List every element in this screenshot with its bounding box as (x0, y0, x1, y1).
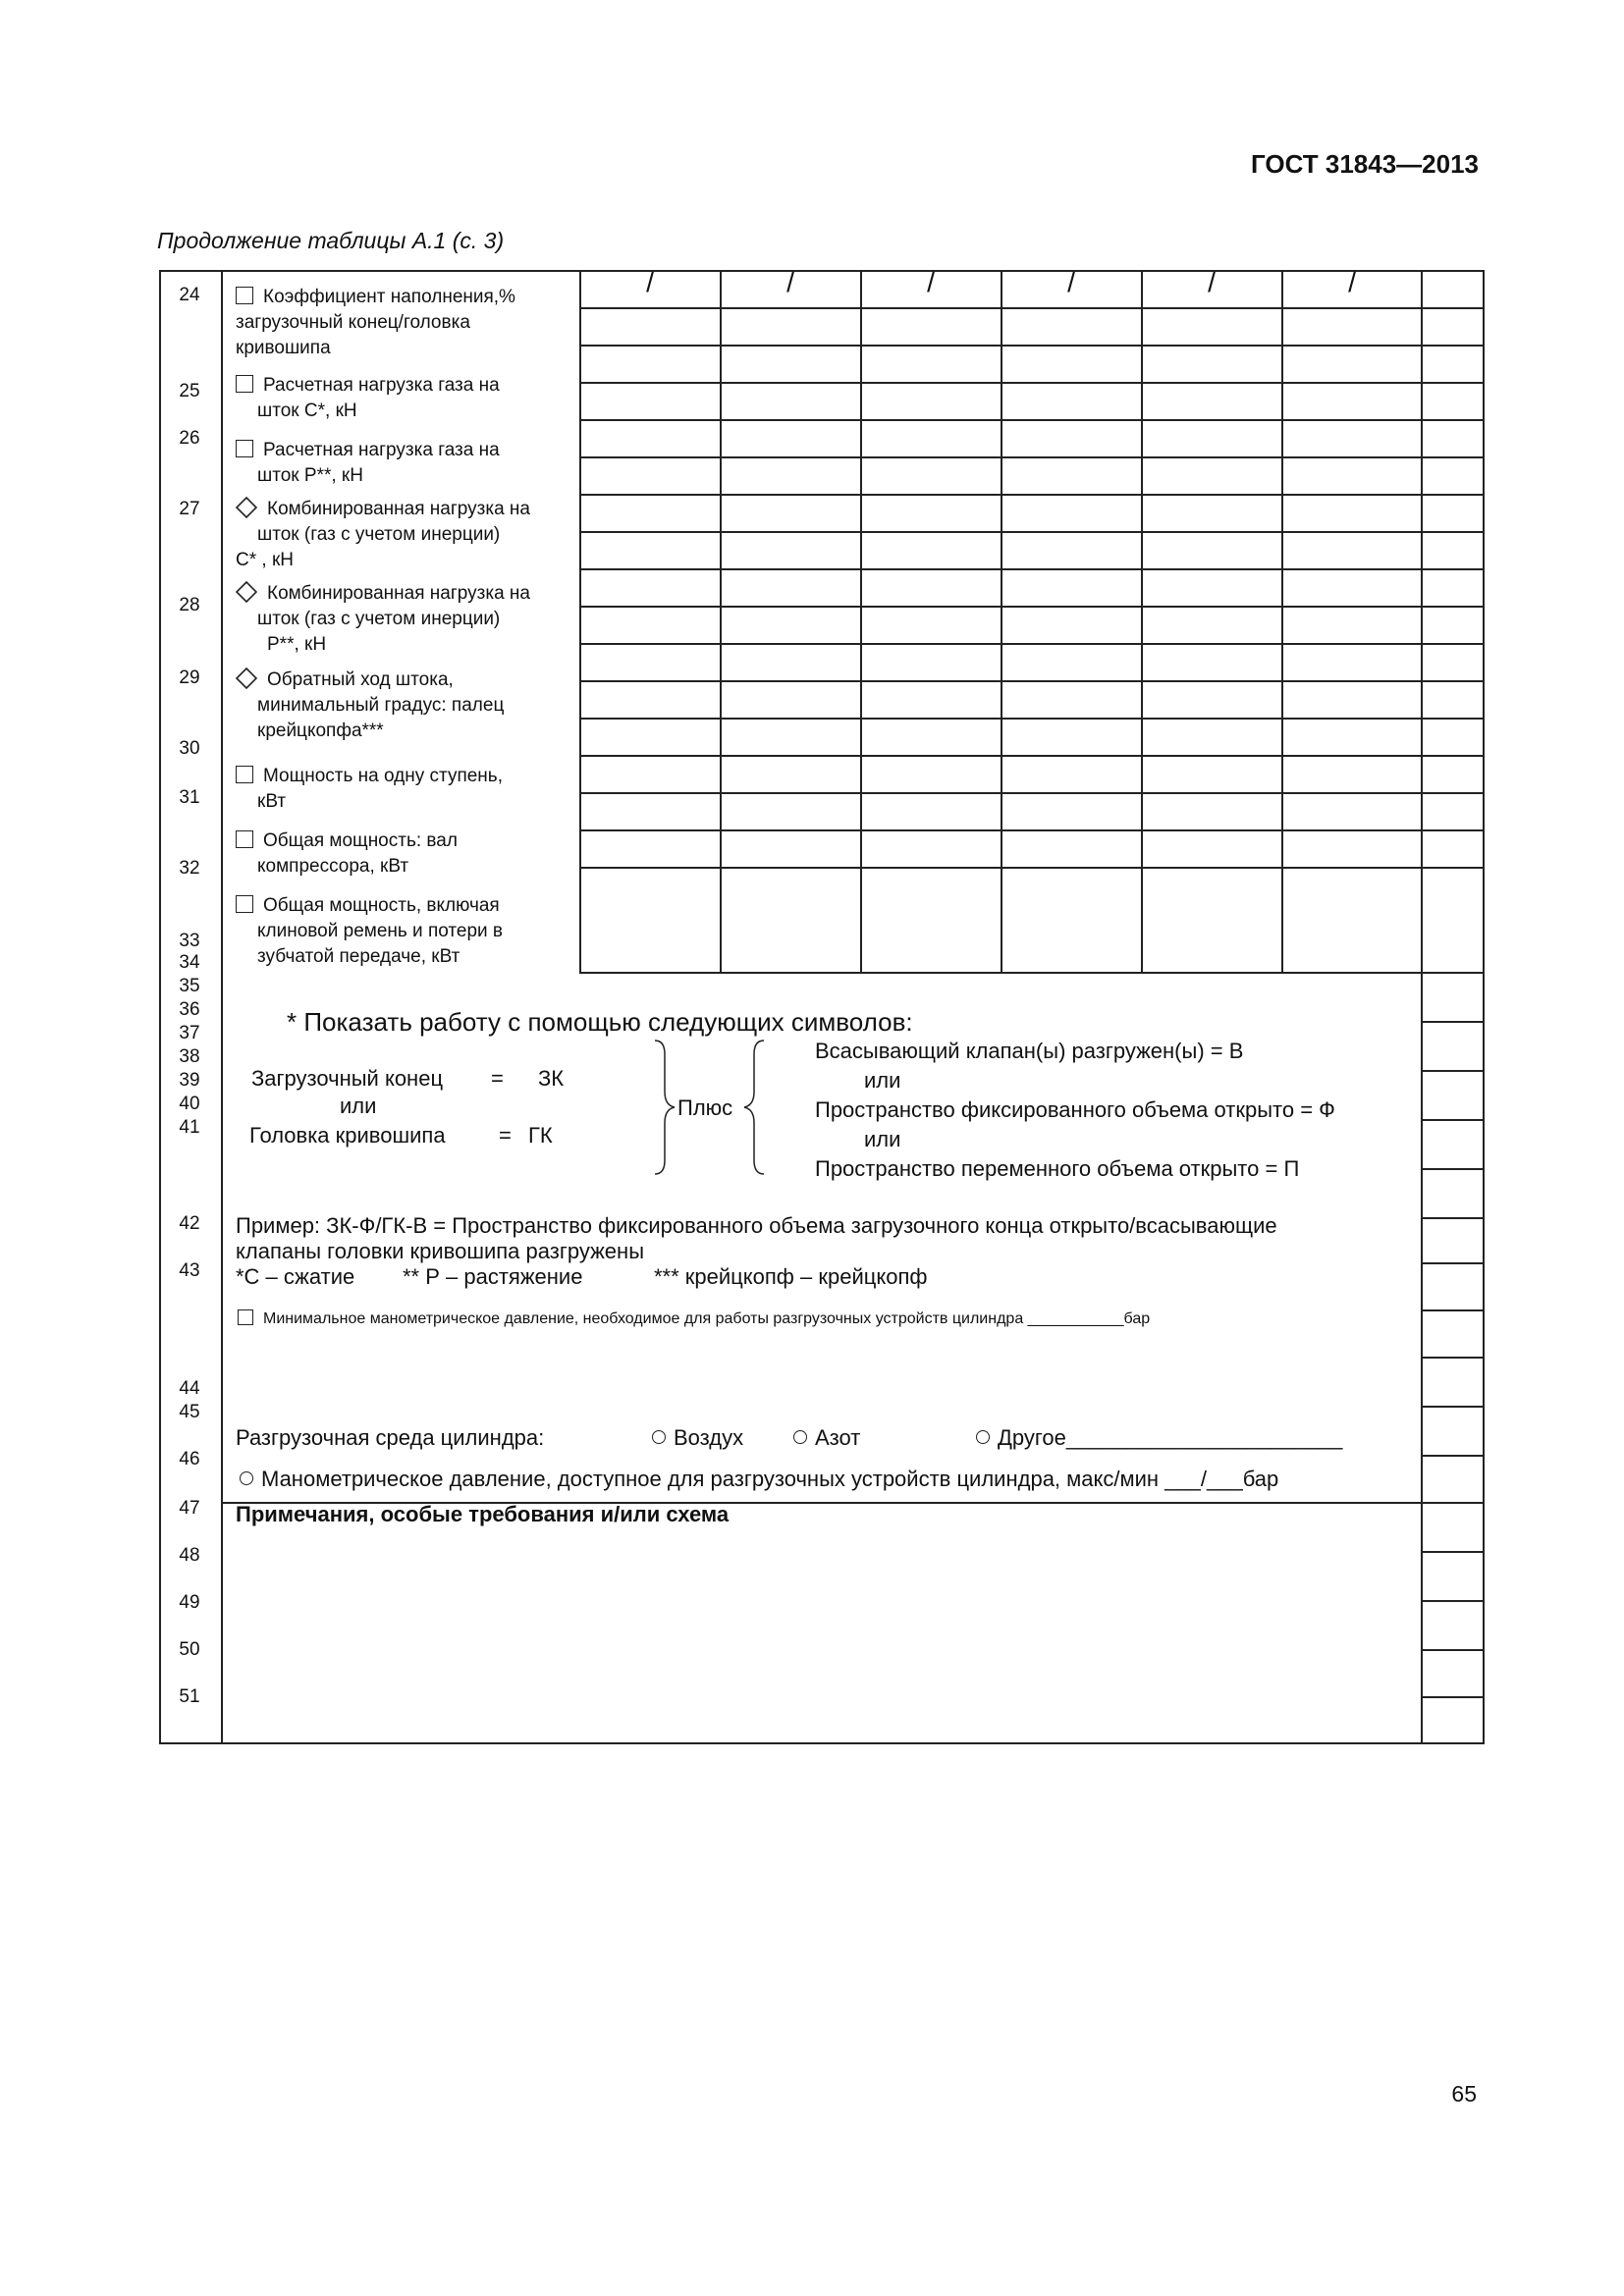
row-number: 34 (179, 952, 200, 973)
square-symbol-icon (236, 895, 253, 913)
square-symbol-icon (236, 440, 253, 457)
row-number: 36 (179, 999, 200, 1020)
row-number: 30 (179, 738, 200, 759)
square-symbol-icon (238, 1309, 253, 1325)
option-nitrogen[interactable]: Азот (793, 1425, 860, 1451)
row-label-stage-power: Мощность на одну ступень, кВт (236, 764, 503, 815)
note-tension: ** Р – растяжение (403, 1264, 583, 1289)
row-number: 48 (179, 1545, 200, 1566)
page-number: 65 (1451, 2081, 1477, 2107)
row-label-reverse-stroke: Обратный ход штока, минимальный градус: палец крейцкопфа*** (236, 667, 504, 744)
notes-heading: Примечания, особые требования и/или схема (236, 1502, 730, 1526)
column-slash: / (1348, 267, 1356, 297)
radio-icon (793, 1430, 807, 1444)
symbol-equals: = (491, 1066, 504, 1091)
example-line: клапаны головки кривошипа разгружены (236, 1239, 645, 1263)
row-number: 46 (179, 1449, 200, 1469)
symbol-loading-end: Загрузочный конец (251, 1066, 444, 1091)
row-number: 40 (179, 1094, 200, 1114)
row-number: 25 (179, 381, 200, 401)
row-number: 38 (179, 1046, 200, 1067)
row-number: 28 (179, 595, 200, 615)
row-number: 51 (179, 1686, 200, 1707)
column-slash: / (927, 267, 935, 297)
symbol-crank-head: Головка кривошипа (249, 1123, 446, 1148)
row-number: 37 (179, 1023, 200, 1043)
row-number: 42 (179, 1213, 200, 1234)
radio-icon (240, 1471, 253, 1485)
row-number: 45 (179, 1402, 200, 1422)
row-number: 26 (179, 428, 200, 449)
row-number: 41 (179, 1117, 200, 1138)
row-number: 27 (179, 499, 200, 519)
plus-label: Плюс (677, 1095, 733, 1120)
row-number: 43 (179, 1260, 200, 1281)
symbol-zk: ЗК (538, 1066, 565, 1091)
symbol-or: или (864, 1127, 901, 1151)
row-label-total-power-belt: Общая мощность, включая клиновой ремень и потери в зубчатой передаче, кВт (236, 893, 503, 970)
row-number: 50 (179, 1639, 200, 1660)
column-slash: / (1067, 267, 1075, 297)
square-symbol-icon (236, 766, 253, 783)
square-symbol-icon (236, 830, 253, 848)
symbol-equals: = (499, 1123, 512, 1148)
min-pressure-line: Минимальное манометрическое давление, необходимое для работы разгрузочных устройств цилиндра ___________бар (238, 1309, 1150, 1328)
diamond-symbol-icon (236, 497, 257, 518)
row-number: 47 (179, 1498, 200, 1519)
symbol-suction-valve: Всасывающий клапан(ы) разгружен(ы) = В (815, 1039, 1244, 1063)
available-pressure-line: Манометрическое давление, доступное для разгрузочных устройств цилиндра, макс/мин ___/___бар (240, 1467, 1278, 1492)
medium-label: Разгрузочная среда цилиндра: (236, 1425, 545, 1450)
row-number: 29 (179, 667, 200, 688)
radio-icon (652, 1430, 666, 1444)
example-line: Пример: ЗК-Ф/ГК-В = Пространство фиксированного объема загрузочного конца открыто/всасывающие (236, 1213, 1277, 1238)
symbols-title: * Показать работу с помощью следующих символов: (287, 1007, 913, 1037)
note-crosshead: *** крейцкопф – крейцкопф (654, 1264, 928, 1289)
option-other[interactable]: Другое_______________________ (976, 1425, 1342, 1451)
square-symbol-icon (236, 287, 253, 304)
row-number: 24 (179, 285, 200, 305)
row-number: 35 (179, 976, 200, 996)
row-label-gas-load-p: Расчетная нагрузка газа на шток Р**, кН (236, 438, 500, 489)
diamond-symbol-icon (236, 667, 257, 689)
row-number: 33 (179, 931, 200, 951)
document-code: ГОСТ 31843—2013 (1251, 149, 1479, 179)
symbol-fixed-volume: Пространство фиксированного объема открыто = Ф (815, 1097, 1335, 1122)
table-caption: Продолжение таблицы А.1 (с. 3) (157, 228, 505, 253)
row-number: 32 (179, 858, 200, 879)
symbol-variable-volume: Пространство переменного объема открыто = П (815, 1156, 1300, 1181)
column-slash: / (646, 267, 654, 297)
row-number: 44 (179, 1378, 200, 1399)
symbol-or: или (340, 1094, 377, 1118)
column-slash: / (1208, 267, 1216, 297)
symbol-or: или (864, 1068, 901, 1093)
row-number: 31 (179, 787, 200, 808)
diamond-symbol-icon (236, 581, 257, 603)
row-label-gas-load-c: Расчетная нагрузка газа на шток С*, кН (236, 373, 500, 424)
symbol-gk: ГК (528, 1123, 553, 1148)
row-label-total-power-shaft: Общая мощность: вал компрессора, кВт (236, 828, 458, 880)
row-label-fill-factor: Коэффициент наполнения,% загрузочный конец/головка кривошипа (236, 287, 515, 358)
radio-icon (976, 1430, 990, 1444)
option-air[interactable]: Воздух (652, 1425, 743, 1451)
note-compression: *С – сжатие (236, 1264, 355, 1289)
row-label-combined-load-p: Комбинированная нагрузка на шток (газ с учетом инерции) Р**, кН (236, 581, 530, 658)
square-symbol-icon (236, 375, 253, 393)
row-number: 49 (179, 1592, 200, 1613)
row-number: 39 (179, 1070, 200, 1091)
row-label-combined-load-c: Комбинированная нагрузка на шток (газ с учетом инерции) С* , кН (236, 499, 530, 570)
column-slash: / (786, 267, 794, 297)
